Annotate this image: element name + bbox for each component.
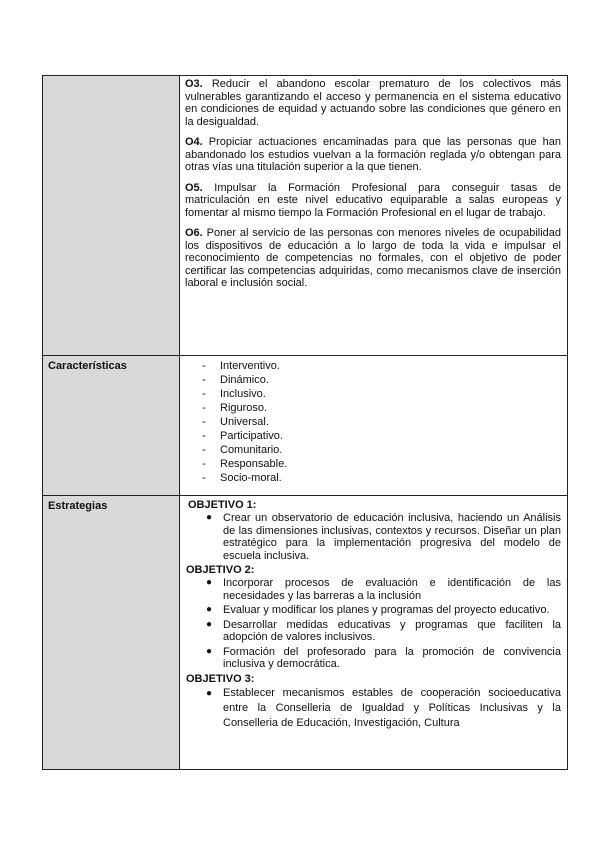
characteristics-cell	[180, 356, 568, 496]
strategies-row	[43, 496, 568, 770]
list-item-text: Evaluar y modificar los planes y programas del proyecto educativo.	[223, 604, 550, 616]
objective-text: Poner al servicio de las personas con menores niveles de ocupabilidad los dispositivos de educación a lo largo de toda la vida e impulsar el reconocimiento de competencias no formales, con el objetivo de poder certificar las competencias adquiridas, como mecanismos clave de inserción laboral e inclusión social.	[185, 227, 561, 289]
list-item-text: Establecer mecanismos estables de cooperación socioeducativa entre la Conselleria de Igualdad y Políticas Inclusivas y la Conselleria de Educación, Investigación, Cultura	[223, 686, 561, 729]
objective-text: Reducir el abandono escolar prematuro de los colectivos más vulnerables garantizando el acceso y permanencia en el sistema educativo en condiciones de equidad y actuando sobre las condiciones que género en la desigualdad.	[185, 78, 562, 128]
list-item: - Universal.	[202, 415, 567, 429]
objective-1-list	[186, 512, 561, 562]
objective-o6	[185, 227, 561, 290]
objective-o3	[185, 78, 561, 128]
document-table	[42, 75, 568, 770]
list-item: - Riguroso.	[202, 401, 567, 415]
list-item-text: Incorporar procesos de evaluación e identificación de las necesidades y las barreras a la inclusión	[223, 577, 561, 602]
list-item	[204, 577, 561, 602]
list-item-text: Formación del profesorado para la promoción de convivencia inclusiva y democrática.	[223, 645, 561, 670]
objective-o4	[185, 136, 561, 174]
list-item-text: Crear un observatorio de educación inclusiva, haciendo un Análisis de las dimensiones inclusivas, contextos y recursos. Diseñar un plan estratégico para la implementación progresiva del modelo de escuela inclusiva.	[223, 512, 561, 562]
objective-o5	[185, 182, 561, 220]
bullet-icon: ●	[206, 618, 213, 630]
list-item	[204, 604, 561, 617]
list-item: - Participativo.	[202, 429, 567, 443]
objective-1-title: OBJETIVO 1:	[188, 499, 257, 511]
objective-text: Propiciar actuaciones encaminadas para que las personas que han abandonado los estudios vuelvan a la formación reglada y/o obtengan para otras vías una titulación superior a la que tienen.	[185, 136, 561, 173]
objective-text: Impulsar la Formación Profesional para conseguir tasas de matriculación en este nivel educativo equiparable a salas europeas y fomentar al mismo tiempo la Formación Profesional en el lugar de trabajo.	[185, 181, 561, 219]
strategies-label: Estrategias	[48, 500, 108, 512]
bullet-icon: ●	[206, 604, 213, 615]
list-item: - Interventivo.	[202, 359, 567, 373]
bullet-icon: ●	[206, 645, 213, 657]
list-item: - Inclusivo.	[202, 387, 567, 401]
objectives-cell	[180, 76, 568, 356]
bullet-icon: ●	[206, 687, 213, 699]
objectives-row	[43, 76, 568, 356]
objective-3-title: OBJETIVO 3:	[186, 672, 255, 685]
list-item: - Dinámico.	[202, 373, 567, 387]
list-item: - Comunitario.	[202, 443, 567, 457]
list-item	[204, 619, 561, 644]
list-item-text: Desarrollar medidas educativas y programas que faciliten la adopción de valores inclusivos.	[223, 618, 561, 643]
strategies-cell	[180, 496, 568, 770]
characteristics-label-cell	[43, 356, 180, 496]
list-item	[204, 686, 561, 731]
objective-code: O3.	[185, 78, 203, 90]
characteristics-list	[180, 356, 567, 485]
objective-2-list	[186, 577, 561, 671]
strategies-label-cell	[43, 496, 180, 770]
bullet-icon: ●	[206, 577, 213, 588]
objective-code: O6.	[185, 227, 203, 239]
list-item	[204, 512, 561, 562]
objectives-label-cell	[43, 76, 180, 356]
objective-3-list	[186, 686, 561, 731]
list-item: - Responsable.	[202, 457, 567, 471]
objective-code: O4.	[185, 136, 203, 148]
characteristics-row	[43, 356, 568, 496]
list-item	[204, 646, 561, 671]
bullet-icon: ●	[206, 512, 213, 523]
objective-code: O5.	[185, 181, 203, 194]
list-item: - Socio-moral.	[202, 471, 567, 485]
characteristics-label: Características	[48, 360, 127, 372]
objective-2-title: OBJETIVO 2:	[186, 564, 255, 576]
